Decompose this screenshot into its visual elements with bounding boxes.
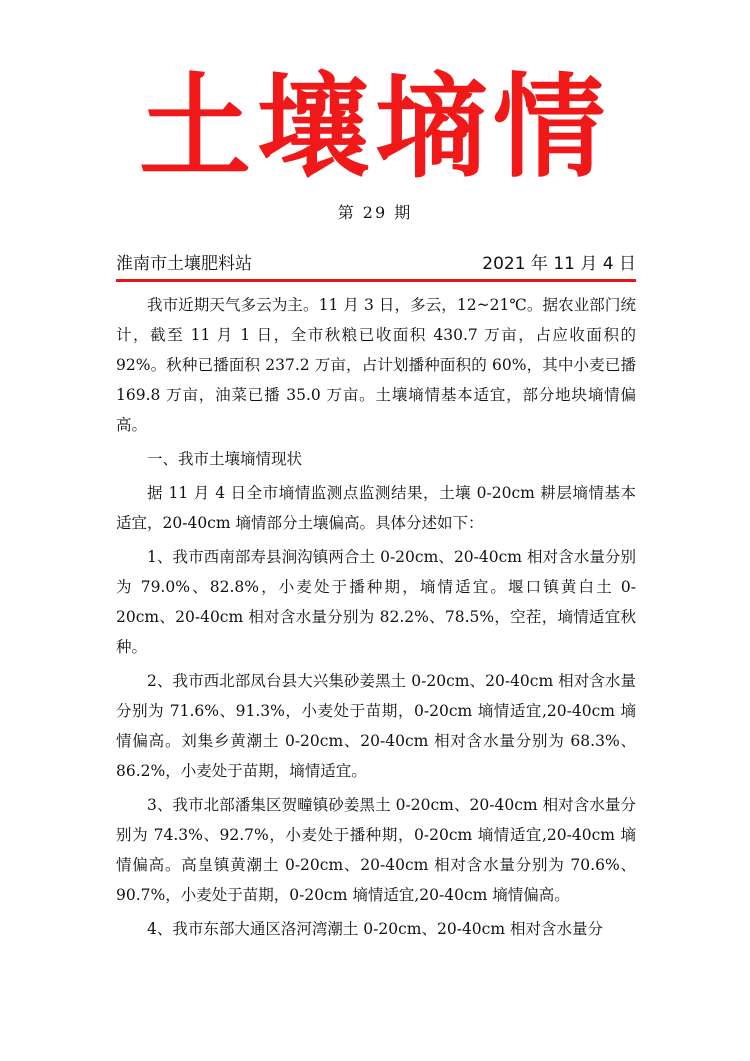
paragraph-weather-summary: 我市近期天气多云为主。11 月 3 日，多云，12~21℃。据农业部门统计，截至 11 月 1 日，全市秋粮已收面积 430.7 万亩，占应收面积的 92%。秋种已播面积 237.2 万亩，占计划播种面积的 60%，其中小麦已播 169.8 万亩，油菜已播 35.0 万亩。土壤墒情基本适宜，部分地块墒情偏高。 bbox=[116, 296, 636, 434]
body-text bbox=[116, 290, 636, 948]
issue-number: 第 29 期 bbox=[337, 203, 413, 222]
issuer-name: 淮南市土壤肥料站 bbox=[116, 254, 252, 274]
paragraph-northwest-fengtai: 2、我市西北部凤台县大兴集砂姜黑土 0-20cm、20-40cm 相对含水量分别为 71.6%、91.3%，小麦处于苗期，0-20cm 墒情适宜,20-40cm 墒情偏高。刘集乡黄潮土 0-20cm、20-40cm 相对含水量分别为 68.3%、86.2%，小麦处于苗期，墒情适宜。 bbox=[116, 672, 636, 780]
paragraph-north-panji: 3、我市北部潘集区贺疃镇砂姜黑土 0-20cm、20-40cm 相对含水量分别为 74.3%、92.7%，小麦处于播种期，0-20cm 墒情适宜,20-40cm 墒情偏高。高皇镇黄潮土 0-20cm、20-40cm 相对含水量分别为 70.6%、90.7%，小麦处于苗期，0-20cm 墒情适宜,20-40cm 墒情偏高。 bbox=[116, 796, 636, 904]
header-divider bbox=[116, 279, 636, 282]
section-heading-soil-status: 一、我市土壤墒情现状 bbox=[147, 450, 303, 468]
paragraph-southwest-shouxian: 1、我市西南部寿县涧沟镇两合土 0-20cm、20-40cm 相对含水量分别为 79.0%、82.8%，小麦处于播种期，墒情适宜。堰口镇黄白土 0-20cm、20-40cm 相对含水量分别为 82.2%、78.5%，空茬，墒情适宜秋种。 bbox=[116, 548, 636, 656]
masthead-title: 土壤墒情 bbox=[139, 62, 611, 193]
paragraph-east-datong: 4、我市东部大通区洛河湾潮土 0-20cm、20-40cm 相对含水量分 bbox=[147, 920, 603, 938]
header-row bbox=[116, 252, 636, 278]
issue-date: 2021 年 11 月 4 日 bbox=[482, 254, 636, 274]
paragraph-monitoring-overview: 据 11 月 4 日全市墒情监测点监测结果，土壤 0-20cm 耕层墒情基本适宜，20-40cm 墒情部分土壤偏高。具体分述如下： bbox=[116, 484, 636, 532]
